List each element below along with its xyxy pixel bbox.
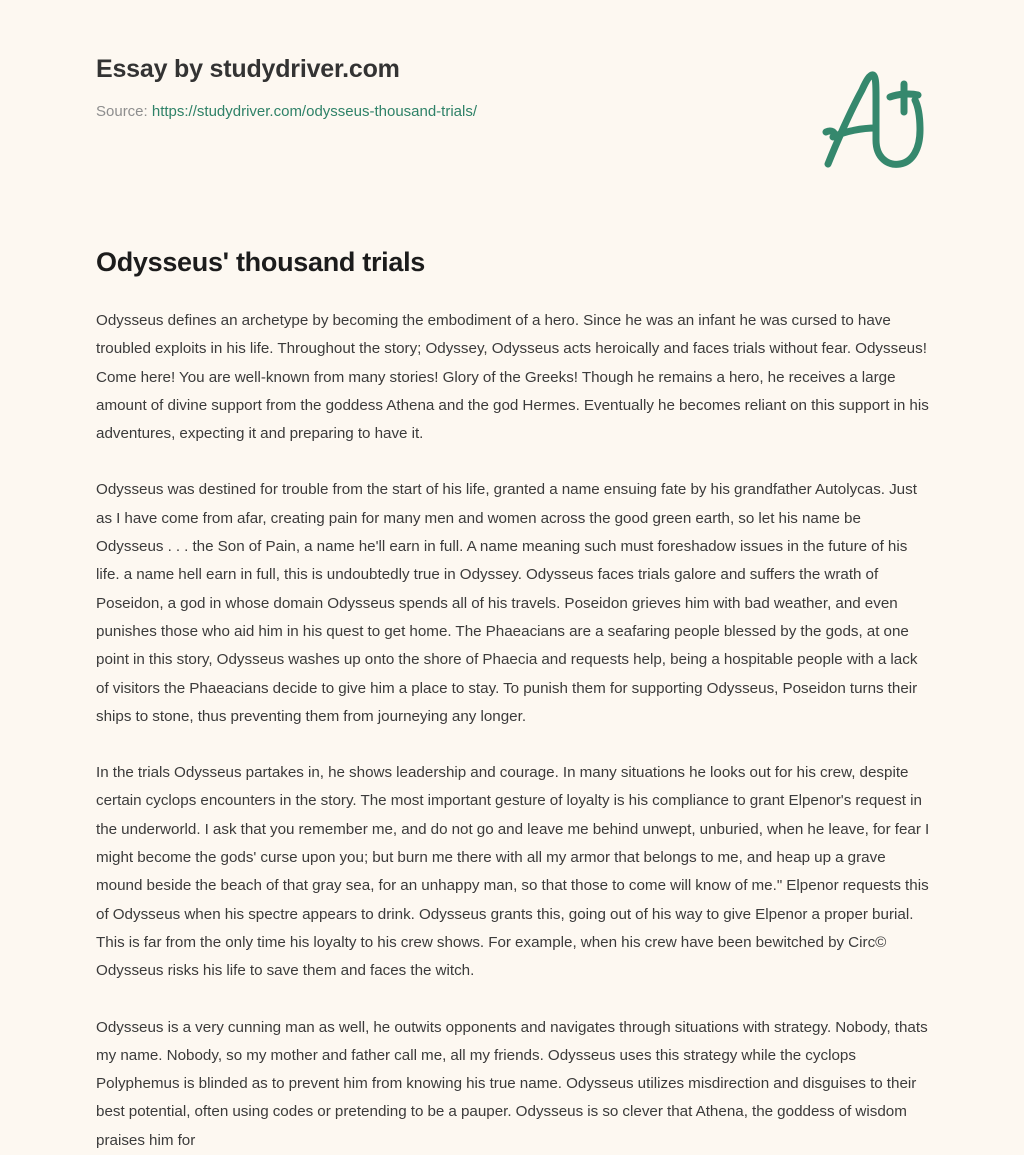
essay-document	[96, 245, 932, 1155]
source-url-link[interactable]: https://studydriver.com/odysseus-thousand-trials/	[151, 103, 478, 120]
page-title: Odysseus' thousand trials	[96, 247, 426, 277]
a-plus-logo-icon	[814, 68, 938, 172]
essay-paragraph: Odysseus defines an archetype by becoming the embodiment of a hero. Since he was an infant he was cursed to have troubled exploits in his life. Throughout the story; Odyssey, Odysseus acts heroically and faces trials without fear. Odysseus! Come here! You are well-known from many stories! Glory of the Greeks! Though he remains a hero, he receives a large amount of divine support from the goddess Athena and the god Hermes. Eventually he becomes reliant on this support in his adventures, expecting it and preparing to have it.	[96, 312, 929, 443]
source-label: Source:	[96, 103, 148, 120]
essay-paragraph: Odysseus was destined for trouble from the start of his life, granted a name ensuing fate by his grandfather Autolycas. Just as I have come from afar, creating pain for many men and women across the good green earth, so let his name be Odysseus . . . the Son of Pain, a name he'll earn in full. A name meaning such must foreshadow issues in the future of his life. a name hell earn in full, this is undoubtedly true in Odyssey. Odysseus faces trials galore and suffers the wrath of Poseidon, a god in whose domain Odysseus spends all of his travels. Poseidon grieves him with bad weather, and even punishes those who aid him in his quest to get home. The Phaeacians are a seafaring people blessed by the gods, at one point in this story, Odysseus washes up onto the shore of Phaecia and requests help, being a hospitable people with a lack of visitors the Phaeacians decide to give him a place to stay. To punish them for supporting Odysseus, Poseidon turns their ships to stone, thus preventing them from journeying any longer.	[96, 481, 918, 725]
brand-title: Essay by studydriver.com	[96, 55, 400, 83]
essay-paragraph: In the trials Odysseus partakes in, he shows leadership and courage. In many situations he looks out for his crew, despite certain cyclops encounters in the story. The most important gesture of loyalty is his compliance to grant Elpenor's request in the underworld. I ask that you remember me, and do not go and leave me behind unwept, unburied, when he leave, for fear I might become the gods' curse upon you; but burn me there with all my armor that belongs to me, and heap up a grave mound beside the beach of that gray sea, for an unhappy man, so that those to come will know of me." Elpenor requests this of Odysseus when his spectre appears to drink. Odysseus grants this, going out of his way to give Elpenor a proper burial. This is far from the only time his loyalty to his crew shows. For example, when his crew have been bewitched by Circ© Odysseus risks his life to save them and faces the witch.	[96, 764, 930, 980]
source-line	[96, 102, 928, 122]
page-header	[96, 54, 928, 122]
essay-paragraph: Odysseus is a very cunning man as well, he outwits opponents and navigates through situations with strategy. Nobody, thats my name. Nobody, so my mother and father call me, all my friends. Odysseus uses this strategy while the cyclops Polyphemus is blinded as to prevent him from knowing his true name. Odysseus utilizes misdirection and disguises to their best potential, often using codes or pretending to be a pauper. Odysseus is so clever that Athena, the goddess of wisdom praises him for	[96, 1018, 928, 1149]
essay-body	[96, 307, 932, 1155]
